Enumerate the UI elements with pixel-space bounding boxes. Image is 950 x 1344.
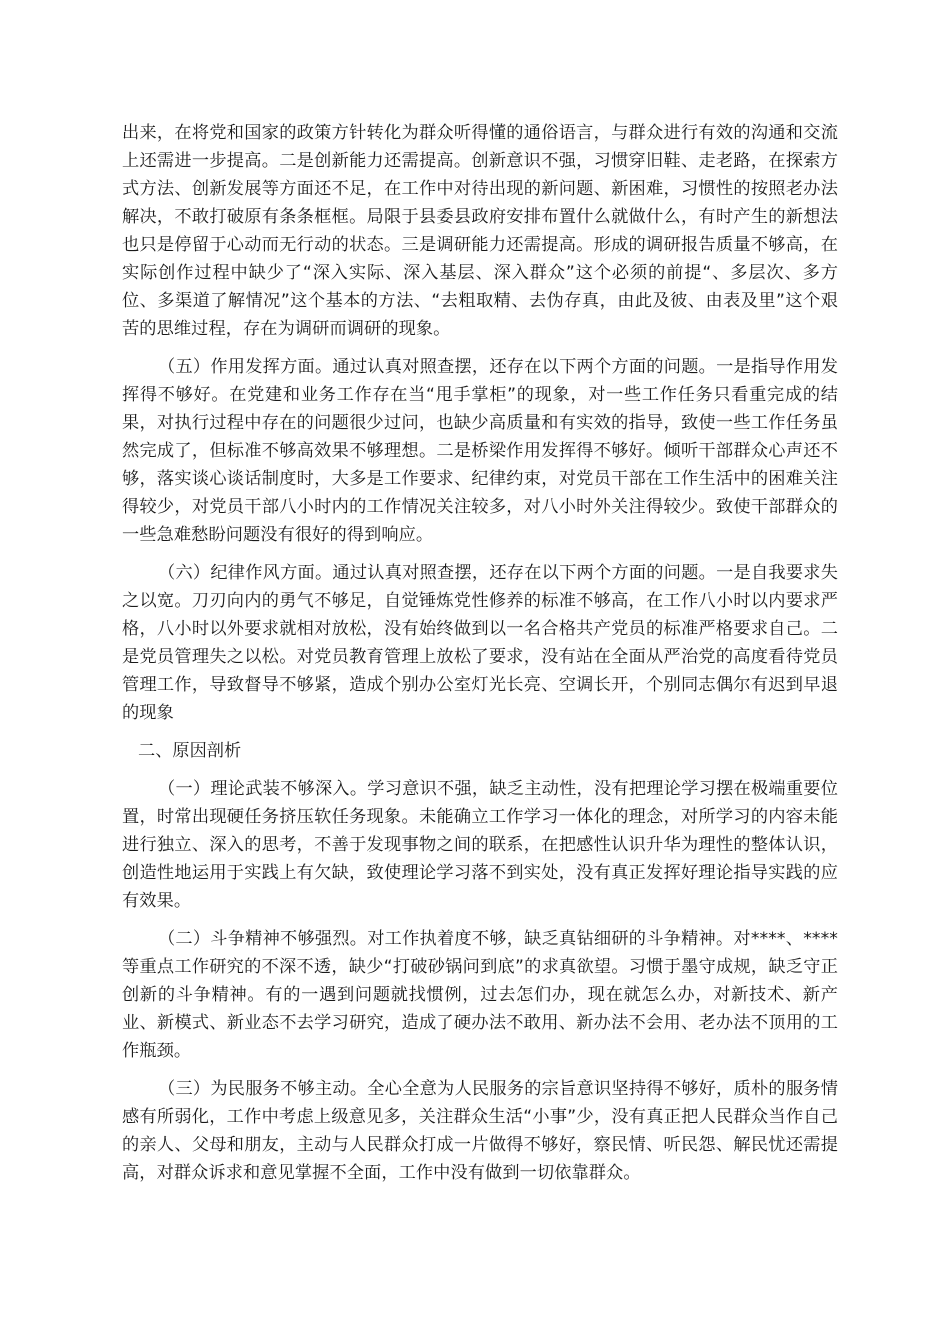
document-body: [122, 119, 838, 1197]
paragraph-discipline-style: （六）纪律作风方面。通过认真对照查摆，还存在以下两个方面的问题。一是自我要求失之以宽。刀刃向内的勇气不够足，自觉锤炼党性修养的标准不够高，在工作八小时以内要求严格，八小时以外要求就相对放松，没有始终做到以一名合格共产党员的标准严格要求自己。二是党员管理失之以松。对党员教育管理上放松了要求，没有站在全面从严治党的高度看待党员管理工作，导致督导不够紧，造成个别办公室灯光长亮、空调长开，个别同志偶尔有迟到早退的现象: [122, 563, 838, 723]
paragraph-serve-people: （三）为民服务不够主动。全心全意为人民服务的宗旨意识坚持得不够好，质朴的服务情感有所弱化，工作中考虑上级意见多，关注群众生活“小事”少，没有真正把人民群众当作自己的亲人、父母和朋友，主动与人民群众打成一片做得不够好，察民情、听民怨、解民忧还需提高，对群众诉求和意见掌握不全面，工作中没有做到一切依靠群众。: [122, 1079, 838, 1183]
paragraph-role-function: （五）作用发挥方面。通过认真对照查摆，还存在以下两个方面的问题。一是指导作用发挥得不够好。在党建和业务工作存在当“甩手掌柜”的现象，对一些工作任务只看重完成的结果，对执行过程中存在的问题很少过问，也缺少高质量和有实效的指导，致使一些工作任务虽然完成了，但标准不够高效果不够理想。二是桥梁作用发挥得不够好。倾听干部群众心声还不够，落实谈心谈话制度时，大多是工作要求、纪律约束，对党员干部在工作生活中的困难关注得较少，对党员干部八小时内的工作情况关注较多，对八小时外关注得较少。致使干部群众的一些急难愁盼问题没有很好的得到响应。: [122, 357, 838, 545]
paragraph-continuation: 出来，在将党和国家的政策方针转化为群众听得懂的通俗语言，与群众进行有效的沟通和交流上还需进一步提高。二是创新能力还需提高。创新意识不强，习惯穿旧鞋、走老路，在探索方式方法、创新发展等方面还不足，在工作中对待出现的新问题、新困难，习惯性的按照老办法解决，不敢打破原有条条框框。局限于县委县政府安排布置什么就做什么，有时产生的新想法也只是停留于心动而无行动的状态。三是调研能力还需提高。形成的调研报告质量不够高，在实际创作过程中缺少了“深入实际、深入基层、深入群众”这个必须的前提“、多层次、多方位、多渠道了解情况”这个基本的方法、“去粗取精、去伪存真，由此及彼、由表及里”这个艰苦的思维过程，存在为调研而调研的现象。: [122, 123, 838, 339]
paragraph-theory: （一）理论武装不够深入。学习意识不强，缺乏主动性，没有把理论学习摆在极端重要位置，时常出现硬任务挤压软任务现象。未能确立工作学习一体化的理念，对所学习的内容未能进行独立、深入的思考，不善于发现事物之间的联系，在把感性认识升华为理性的整体认识，创造性地运用于实践上有欠缺，致使理论学习落不到实处，没有真正发挥好理论指导实践的应有效果。: [122, 779, 838, 911]
section-heading-cause-analysis: 二、原因剖析: [138, 741, 242, 761]
paragraph-struggle-spirit: （二）斗争精神不够强烈。对工作执着度不够，缺乏真钻细研的斗争精神。对****、****等重点工作研究的不深不透，缺少“打破砂锅问到底”的求真欲望。习惯于墨守成规，缺乏守正创新的斗争精神。有的一遇到问题就找惯例，过去怎们办，现在就怎么办，对新技术、新产业、新模式、新业态不去学习研究，造成了硬办法不敢用、新办法不会用、老办法不顶用的工作瓶颈。: [122, 929, 838, 1061]
